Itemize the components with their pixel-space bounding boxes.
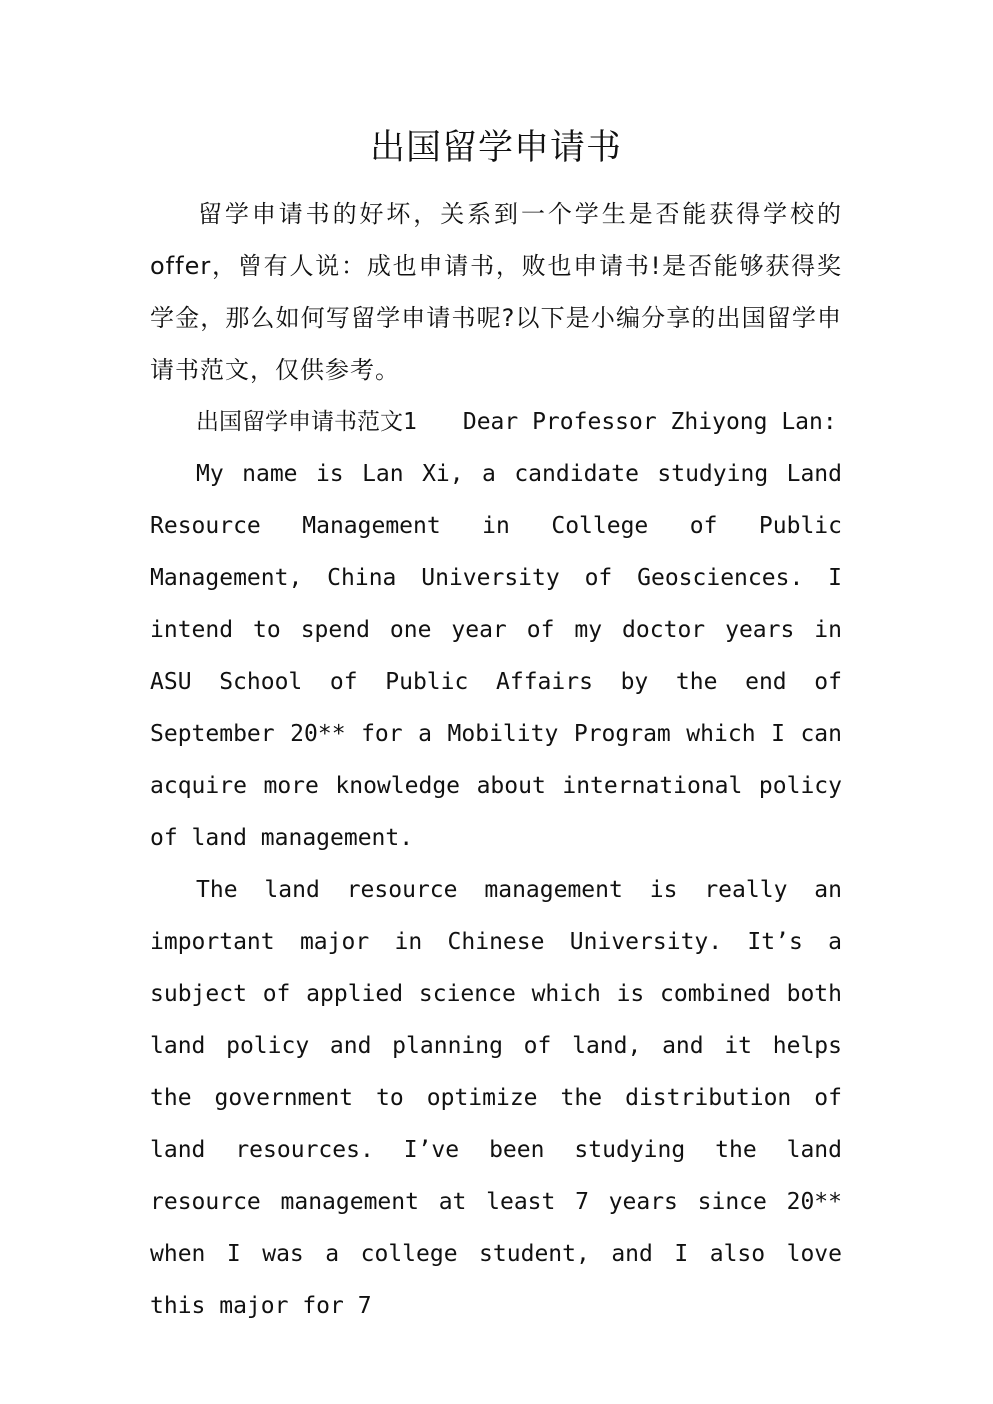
- body-paragraph: My name is Lan Xi, a candidate studying Land Resource Management in College of Public Management, China University of Geosciences. I intend to spend one year of my doctor years in ASU School of Public Affairs by the end of September 20** for a Mobility Program which I can acquire more knowledge about international policy of land management.: [150, 461, 842, 851]
- intro-paragraph: 留学申请书的好坏，关系到一个学生是否能获得学校的offer，曾有人说：成也申请书，败也申请书!是否能够获得奖学金，那么如何写留学申请书呢?以下是小编分享的出国留学申请书范文，仅供参考。: [150, 200, 842, 384]
- sample-heading-paragraph: 出国留学申请书范文1 Dear Professor Zhiyong Lan:: [196, 409, 837, 435]
- body-paragraph: The land resource management is really an important major in Chinese University. It’s a subject of applied science which is combined both land policy and planning of land, and it helps the government to optimize the distribution of land resources. I’ve been studying the land resource management at least 7 years since 20** when I was a college student, and I also love this major for 7: [150, 877, 842, 1319]
- document-body: [150, 118, 842, 1332]
- document-title: 出国留学申请书: [369, 128, 622, 168]
